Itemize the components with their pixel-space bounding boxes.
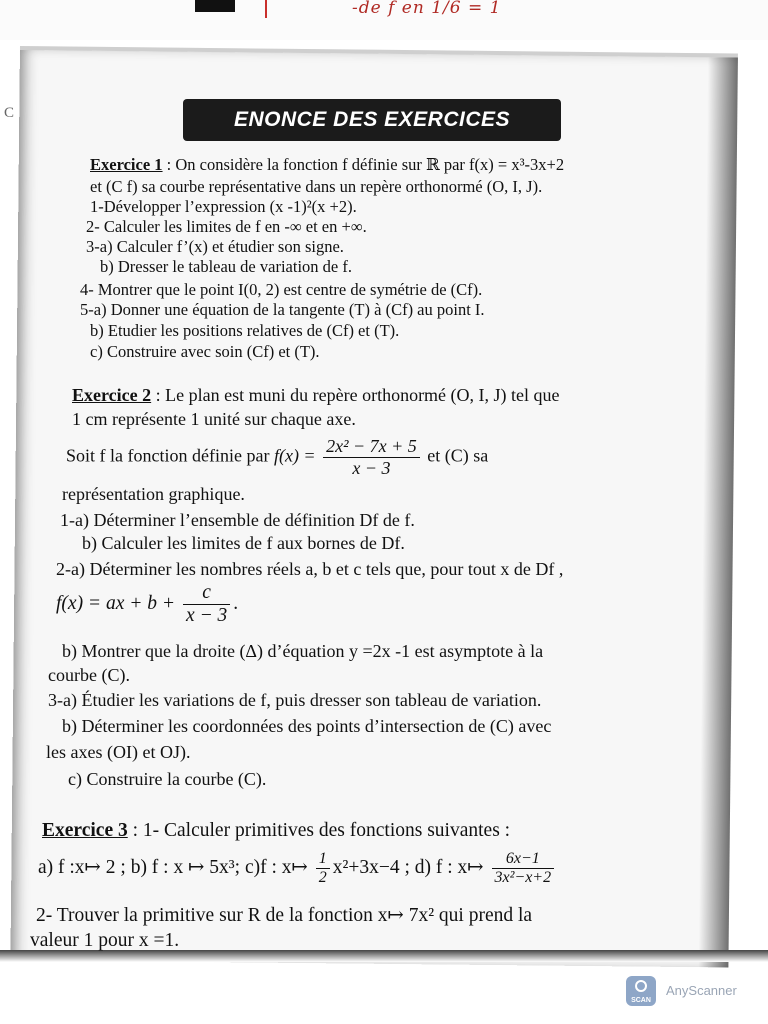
- ex2-line-14: c) Construire la courbe (C).: [68, 769, 267, 789]
- ex2-line-4: représentation graphique.: [62, 484, 245, 504]
- scanner-app-name: AnyScanner: [666, 983, 737, 998]
- scanner-logo: SCAN: [626, 976, 656, 1006]
- ex1-line-6: b) Dresser le tableau de variation de f.: [100, 257, 352, 276]
- ex1-line-3: 1-Développer l’expression (x -1)²(x +2).: [90, 197, 357, 216]
- ex1-line-10: c) Construire avec soin (Cf) et (T).: [90, 342, 320, 361]
- ex2-line-8: f(x) = ax + b + $\frac{c}{x - 3}$ .: [56, 582, 239, 626]
- ex1-line-4: 2- Calculer les limites de f en -∞ et en +∞.: [86, 217, 367, 236]
- ex3-label: Exercice 3: [42, 820, 128, 841]
- top-scrap: [0, 0, 768, 40]
- ex2-fraction: $\frac{\text{2x² − 7x + 5}}{x - 3}$: [323, 436, 420, 479]
- ex2-line-3: Soit f la fonction définie par f(x) = $\frac{\text{2x² − 7x + 5}}{x - 3}$ et (C) sa: [66, 436, 489, 478]
- ex3-line-4: valeur 1 pour x =1.: [30, 930, 180, 951]
- handwritten-note: -de f en 1/6 = 1: [352, 0, 502, 18]
- ex2-line-11: 3-a) Étudier les variations de f, puis dresser son tableau de variation.: [48, 690, 542, 710]
- ex2-line-10: courbe (C).: [48, 665, 130, 685]
- ex3-fraction-1: $\frac{1}{2}$: [316, 850, 330, 887]
- ink-mark: [195, 0, 235, 12]
- page-title: ENONCE DES EXERCICES: [183, 99, 561, 141]
- ex2-line-6: b) Calculer les limites de f aux bornes de Df.: [82, 533, 405, 553]
- ex3-line-2: a) f :x↦ 2 ; b) f : x ↦ 5x³; c)f : x↦ $\frac{1}{2}$ x²+3x−4 ; d) f : x↦ $\frac{6x-1}{\text{3x²−x+2}}$: [38, 850, 557, 887]
- ex1-line-2: et (C f) sa courbe représentative dans un repère orthonormé (O, I, J).: [90, 177, 543, 196]
- ex1-line-7: 4- Montrer que le point I(0, 2) est centre de symétrie de (Cf).: [80, 280, 483, 299]
- ex2-line-9: b) Montrer que la droite (Δ) d’équation y =2x -1 est asymptote à la: [62, 641, 544, 661]
- ex2-line-12: b) Déterminer les coordonnées des points d’intersection de (C) avec: [62, 716, 552, 736]
- ex1-line-1: Exercice 1 : On considère la fonction f définie sur ℝ par f(x) = x³-3x+2: [90, 155, 565, 174]
- ex1-label: Exercice 1: [90, 155, 163, 174]
- ex2-fraction-2: $\frac{c}{x - 3}$: [183, 582, 230, 627]
- ex2-line-13: les axes (OI) et OJ).: [46, 742, 191, 762]
- camera-icon: [635, 980, 647, 992]
- ex1-line-9: b) Etudier les positions relatives de (Cf) et (T).: [90, 321, 400, 340]
- margin-mark: C: [4, 105, 15, 121]
- ex2-line-7: 2-a) Déterminer les nombres réels a, b et c tels que, pour tout x de Df ,: [56, 559, 564, 579]
- page-edge-shadow: [698, 57, 738, 967]
- ex1-line-5: 3-a) Calculer f’(x) et étudier son signe.: [86, 237, 344, 256]
- ex2-label: Exercice 2: [72, 385, 152, 405]
- ex3-line-1: Exercice 3 : 1- Calculer primitives des fonctions suivantes :: [42, 820, 511, 841]
- ex3-fraction-2: $\frac{6x-1}{\text{3x²−x+2}}$: [492, 850, 555, 887]
- ex3-line-3: 2- Trouver la primitive sur R de la fonction x↦ 7x² qui prend la: [36, 905, 533, 926]
- ex2-line-1: Exercice 2 : Le plan est muni du repère orthonormé (O, I, J) tel que: [72, 385, 560, 405]
- ex2-line-2: 1 cm représente 1 unité sur chaque axe.: [72, 409, 356, 429]
- pencil-line: [265, 0, 267, 18]
- ex2-line-5: 1-a) Déterminer l’ensemble de définition Df de f.: [60, 510, 415, 530]
- ex1-line-8: 5-a) Donner une équation de la tangente (T) à (Cf) au point I.: [80, 300, 485, 319]
